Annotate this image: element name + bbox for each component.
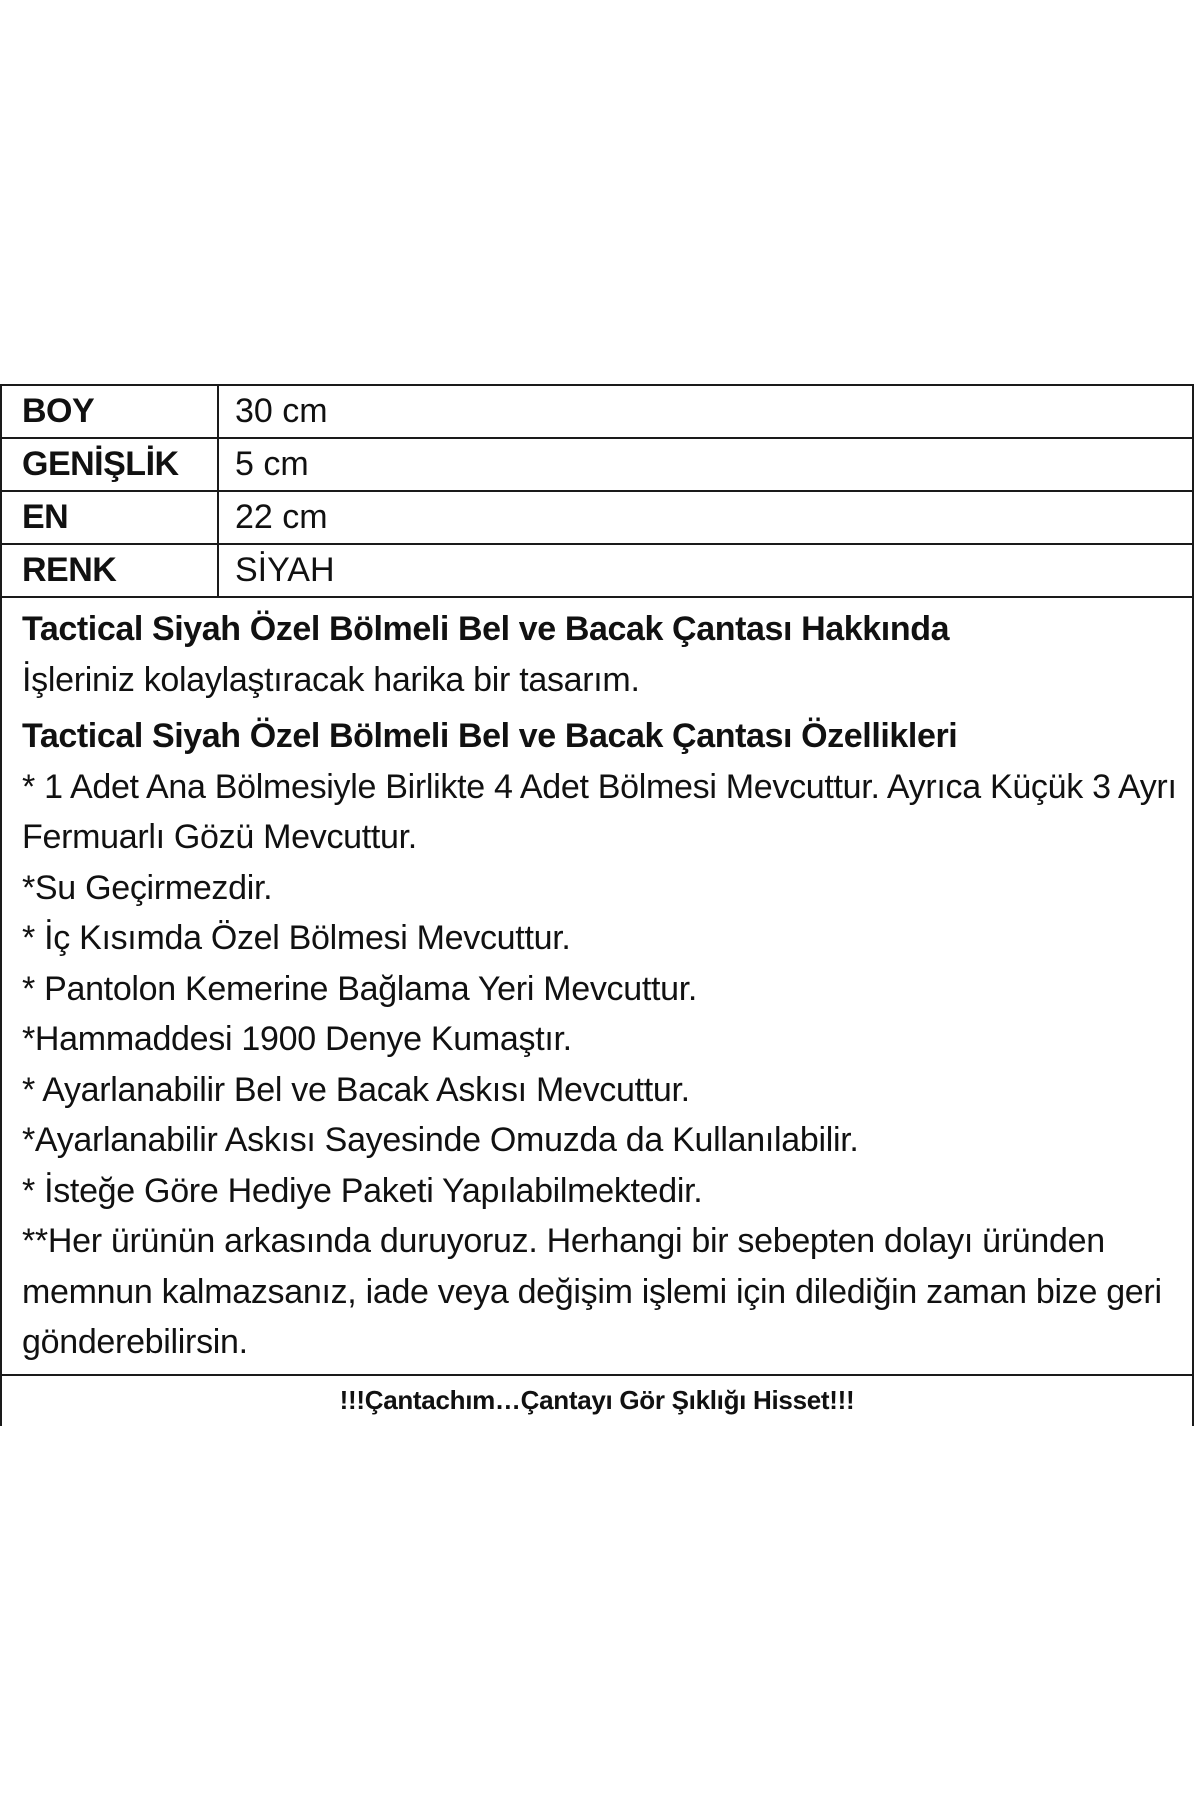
feature-item: * Ayarlanabilir Bel ve Bacak Askısı Mevcuttur. <box>22 1070 690 1109</box>
features-title: Tactical Siyah Özel Bölmeli Bel ve Bacak Çantası Özellikleri <box>22 717 958 755</box>
feature-item: * Pantolon Kemerine Bağlama Yeri Mevcuttur. <box>22 969 698 1008</box>
feature-item: *Hammaddesi 1900 Denye Kumaştır. <box>22 1020 572 1058</box>
feature-item: * İsteğe Göre Hediye Paketi Yapılabilmektedir. <box>22 1171 703 1210</box>
spec-row-genislik <box>2 438 1192 491</box>
about-title: Tactical Siyah Özel Bölmeli Bel ve Bacak Çantası Hakkında <box>22 610 950 648</box>
specs-table <box>2 386 1192 598</box>
spec-value: 22 cm <box>218 491 1192 544</box>
spec-label: EN <box>2 491 218 544</box>
spec-value: 5 cm <box>218 438 1192 491</box>
product-info-sheet <box>0 384 1194 1426</box>
spec-label: BOY <box>2 386 218 438</box>
spec-row-renk <box>2 544 1192 597</box>
spec-label: GENİŞLİK <box>2 438 218 491</box>
spec-row-en <box>2 491 1192 544</box>
about-text: İşleriniz kolaylaştıracak harika bir tasarım. <box>22 660 640 699</box>
feature-item: *Su Geçirmezdir. <box>22 868 273 907</box>
feature-item: * 1 Adet Ana Bölmesiyle Birlikte 4 Adet Bölmesi Mevcuttur. Ayrıca Küçük 3 Ayrı Fermuarlı Gözü Mevcuttur. <box>22 767 1177 856</box>
spec-label: RENK <box>2 544 218 597</box>
spec-value: 30 cm <box>218 386 1192 438</box>
feature-item: *Ayarlanabilir Askısı Sayesinde Omuzda da Kullanılabilir. <box>22 1121 859 1159</box>
spec-row-boy <box>2 386 1192 438</box>
feature-item: * İç Kısımda Özel Bölmesi Mevcuttur. <box>22 919 571 957</box>
description-section <box>2 598 1192 1376</box>
spec-value: SİYAH <box>218 544 1192 597</box>
guarantee-note: **Her ürünün arkasında duruyoruz. Herhangi bir sebepten dolayı üründen memnun kalmazsanız, iade veya değişim işlemi için dilediğin zaman bize geri gönderebilirsin. <box>22 1222 1162 1361</box>
footer-slogan: !!!Çantachım…Çantayı Gör Şıklığı Hisset!!! <box>339 1384 855 1415</box>
